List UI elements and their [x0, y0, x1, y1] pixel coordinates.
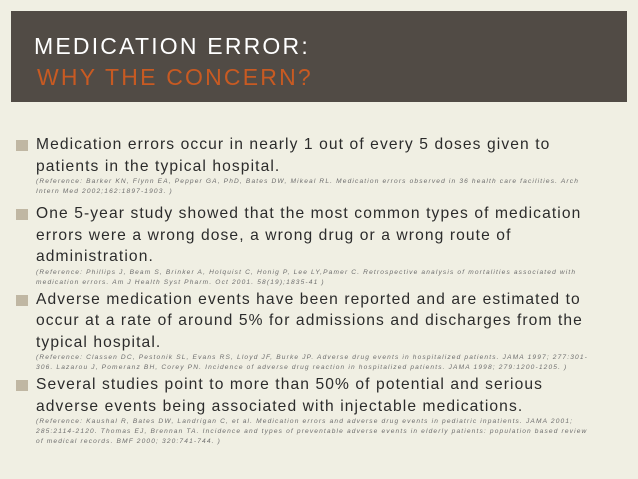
square-bullet-icon — [16, 295, 28, 306]
bullet-reference: 285:2114-2120. Thomas EJ, Brennan TA. Incidence and types of preventable adverse events in elderly patients: population based review — [36, 428, 588, 435]
bullet-text: One 5-year study showed that the most common types of medication — [36, 205, 582, 222]
bullet-reference: medication errors. Am J Health Syst Pharm. Oct 2001. 58(19);1835-41 ) — [36, 278, 325, 286]
title-banner — [11, 11, 627, 102]
bullet-item — [16, 374, 616, 447]
bullet-reference: of medical records. BMF 2000; 320:741-744. ) — [36, 438, 221, 445]
bullet-reference: (Reference: Barker KN, Flynn EA, Pepper GA, PhD, Bates DW, Mikeal RL. Medication errors observed in 36 health care facilities. Arch — [36, 178, 580, 185]
bullet-text: errors were a wrong dose, a wrong drug or a wrong route of — [36, 226, 512, 244]
square-bullet-icon — [16, 380, 28, 391]
bullet-item — [16, 289, 616, 374]
bullet-item — [16, 134, 616, 197]
bullet-text: adverse events being associated with injectable medications. — [36, 397, 524, 415]
bullet-text: Adverse medication events have been reported and are estimated to — [36, 290, 581, 308]
bullet-list — [16, 134, 616, 447]
slide-title: MEDICATION ERROR: — [34, 33, 310, 59]
square-bullet-icon — [16, 140, 28, 151]
bullet-text: patients in the typical hospital. — [36, 157, 281, 175]
bullet-reference: (Reference: Kaushal R, Bates DW, Landrigan C, et al. Medication errors and adverse drug events in pediatric inpatients. JAMA 2001; — [36, 418, 574, 425]
bullet-text: typical hospital. — [36, 333, 162, 351]
slide-subtitle: WHY THE CONCERN? — [37, 64, 313, 90]
bullet-text: Several studies point to more than 50% of potential and serious — [36, 376, 544, 393]
bullet-reference: 306. Lazarou J, Pomeranz BH, Corey PN. Incidence of adverse drug reaction in hospitalized patients. JAMA 1998; 279:1200-1205. ) — [36, 364, 568, 371]
bullet-text: Medication errors occur in nearly 1 out of every 5 doses given to — [36, 136, 551, 153]
bullet-text: occur at a rate of around 5% for admissions and discharges from the — [36, 312, 583, 329]
square-bullet-icon — [16, 209, 28, 220]
bullet-item — [16, 203, 616, 288]
bullet-reference: Intern Med 2002;162:1897-1903. ) — [36, 188, 173, 195]
bullet-reference: (Reference: Phillips J, Beam S, Brinker A, Holquist C, Honig P, Lee LY,Pamer C. Retrospective analysis of mortalities associated with — [36, 268, 577, 276]
bullet-reference: (Reference: Classen DC, Pestonik SL, Evans RS, Lloyd JF, Burke JP. Adverse drug events in hospitalized patients. JAMA 1997; 277:301- — [36, 354, 589, 361]
bullet-text: administration. — [36, 248, 154, 265]
